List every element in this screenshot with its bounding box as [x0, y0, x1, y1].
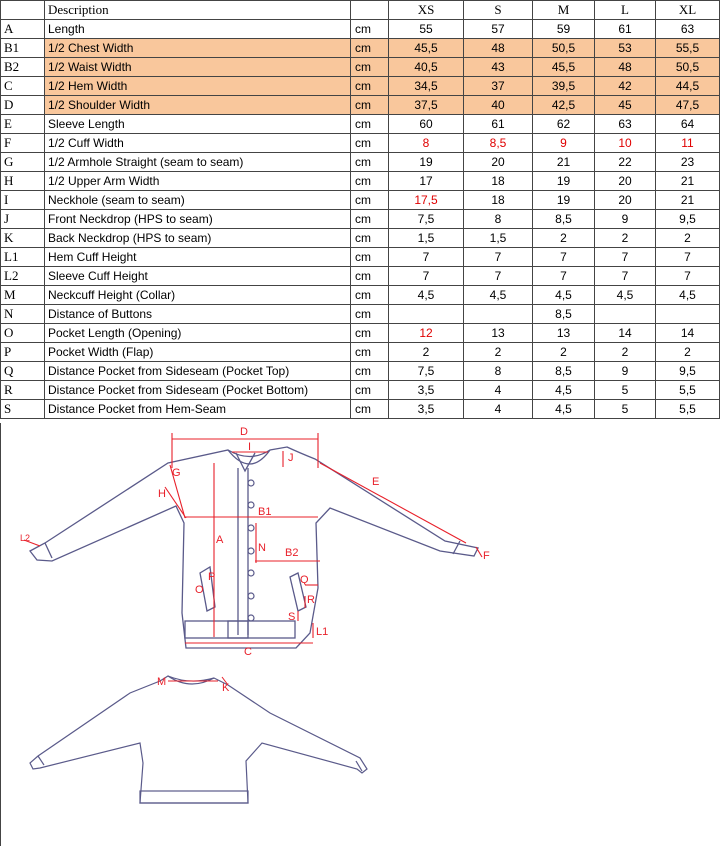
row-value-s: 48	[464, 39, 533, 58]
label-K: K	[222, 682, 230, 694]
row-code-cell: N	[1, 305, 45, 324]
label-R: R	[307, 594, 315, 606]
header-size-xs: XS	[389, 1, 464, 20]
row-value-xs: 3,5	[389, 381, 464, 400]
row-value-xl: 4,5	[656, 286, 720, 305]
label-Q: Q	[300, 574, 309, 586]
row-value-l: 5	[595, 400, 656, 419]
row-value-m: 13	[533, 324, 595, 343]
row-value-xs: 37,5	[389, 96, 464, 115]
row-description-cell: Pocket Width (Flap)	[45, 343, 351, 362]
row-value-m: 8,5	[533, 362, 595, 381]
row-description-cell: Distance Pocket from Sideseam (Pocket Bottom)	[45, 381, 351, 400]
table-row	[1, 400, 720, 419]
row-unit-cell: cm	[351, 153, 389, 172]
label-H: H	[158, 488, 166, 500]
row-description-cell: 1/2 Shoulder Width	[45, 96, 351, 115]
row-code-cell: B2	[1, 58, 45, 77]
header-size-xl: XL	[656, 1, 720, 20]
row-value-xs: 2	[389, 343, 464, 362]
row-value-s	[464, 305, 533, 324]
row-description-cell: Neckcuff Height (Collar)	[45, 286, 351, 305]
row-unit-cell: cm	[351, 286, 389, 305]
row-unit-cell: cm	[351, 305, 389, 324]
row-code-cell: A	[1, 20, 45, 39]
row-code-cell: L1	[1, 248, 45, 267]
row-description-cell: Hem Cuff Height	[45, 248, 351, 267]
row-value-l: 4,5	[595, 286, 656, 305]
row-unit-cell: cm	[351, 191, 389, 210]
row-value-s: 61	[464, 115, 533, 134]
table-row	[1, 77, 720, 96]
row-value-xs: 34,5	[389, 77, 464, 96]
row-description-cell: 1/2 Cuff Width	[45, 134, 351, 153]
row-description-cell: Sleeve Length	[45, 115, 351, 134]
row-value-xl: 14	[656, 324, 720, 343]
row-value-xs: 17	[389, 172, 464, 191]
row-value-xl: 44,5	[656, 77, 720, 96]
row-value-s: 57	[464, 20, 533, 39]
label-I: I	[248, 441, 252, 453]
row-code-cell: B1	[1, 39, 45, 58]
row-value-xl: 2	[656, 229, 720, 248]
row-code-cell: R	[1, 381, 45, 400]
row-value-s: 2	[464, 343, 533, 362]
row-value-s: 8	[464, 210, 533, 229]
row-code-cell: I	[1, 191, 45, 210]
row-value-l: 45	[595, 96, 656, 115]
row-value-xl: 7	[656, 267, 720, 286]
row-value-l: 53	[595, 39, 656, 58]
row-value-m: 45,5	[533, 58, 595, 77]
table-row	[1, 153, 720, 172]
row-unit-cell: cm	[351, 20, 389, 39]
row-value-xs: 7	[389, 267, 464, 286]
row-value-m: 42,5	[533, 96, 595, 115]
table-row	[1, 343, 720, 362]
row-unit-cell: cm	[351, 400, 389, 419]
row-value-xl: 5,5	[656, 381, 720, 400]
row-description-cell: 1/2 Hem Width	[45, 77, 351, 96]
row-unit-cell: cm	[351, 210, 389, 229]
row-value-l: 7	[595, 248, 656, 267]
header-description-cell: Description	[45, 1, 351, 20]
table-row	[1, 381, 720, 400]
row-value-m: 9	[533, 134, 595, 153]
row-value-l: 42	[595, 77, 656, 96]
row-value-l: 5	[595, 381, 656, 400]
row-unit-cell: cm	[351, 96, 389, 115]
table-row	[1, 210, 720, 229]
row-value-xs: 12	[389, 324, 464, 343]
table-row	[1, 229, 720, 248]
row-description-cell: Sleeve Cuff Height	[45, 267, 351, 286]
label-F: F	[483, 550, 490, 562]
row-description-cell: Distance Pocket from Hem-Seam	[45, 400, 351, 419]
row-value-xs: 7	[389, 248, 464, 267]
row-description-cell: Pocket Length (Opening)	[45, 324, 351, 343]
row-code-cell: O	[1, 324, 45, 343]
row-code-cell: P	[1, 343, 45, 362]
row-value-l: 7	[595, 267, 656, 286]
table-row	[1, 324, 720, 343]
row-unit-cell: cm	[351, 172, 389, 191]
row-description-cell: Length	[45, 20, 351, 39]
row-value-l: 9	[595, 210, 656, 229]
row-description-cell: Neckhole (seam to seam)	[45, 191, 351, 210]
label-J: J	[288, 452, 294, 464]
row-value-xs: 3,5	[389, 400, 464, 419]
row-code-cell: L2	[1, 267, 45, 286]
row-unit-cell: cm	[351, 229, 389, 248]
header-size-m: M	[533, 1, 595, 20]
row-value-xl: 21	[656, 191, 720, 210]
row-value-xl: 55,5	[656, 39, 720, 58]
row-value-xs: 19	[389, 153, 464, 172]
table-row	[1, 96, 720, 115]
table-row	[1, 115, 720, 134]
row-value-m: 50,5	[533, 39, 595, 58]
row-value-s: 13	[464, 324, 533, 343]
row-code-cell: M	[1, 286, 45, 305]
row-description-cell: Front Neckdrop (HPS to seam)	[45, 210, 351, 229]
table-row	[1, 248, 720, 267]
row-code-cell: J	[1, 210, 45, 229]
row-value-m: 59	[533, 20, 595, 39]
row-value-xl: 63	[656, 20, 720, 39]
row-value-xs: 60	[389, 115, 464, 134]
row-value-s: 4	[464, 400, 533, 419]
table-row	[1, 39, 720, 58]
row-value-l: 61	[595, 20, 656, 39]
row-value-l: 48	[595, 58, 656, 77]
row-value-m: 4,5	[533, 381, 595, 400]
row-value-l	[595, 305, 656, 324]
row-value-xl: 47,5	[656, 96, 720, 115]
row-value-l: 2	[595, 343, 656, 362]
row-value-xl: 23	[656, 153, 720, 172]
row-unit-cell: cm	[351, 343, 389, 362]
row-value-xl: 50,5	[656, 58, 720, 77]
row-code-cell: Q	[1, 362, 45, 381]
front-buttons	[248, 480, 254, 621]
row-unit-cell: cm	[351, 362, 389, 381]
label-B1: B1	[258, 506, 272, 518]
label-D: D	[240, 426, 248, 438]
header-size-l: L	[595, 1, 656, 20]
row-description-cell: 1/2 Upper Arm Width	[45, 172, 351, 191]
label-E: E	[372, 476, 380, 488]
row-unit-cell: cm	[351, 267, 389, 286]
label-P: P	[208, 571, 216, 583]
row-value-xs: 55	[389, 20, 464, 39]
row-value-m: 19	[533, 172, 595, 191]
row-description-cell: 1/2 Chest Width	[45, 39, 351, 58]
row-value-s: 18	[464, 172, 533, 191]
row-value-xs: 40,5	[389, 58, 464, 77]
row-description-cell: 1/2 Armhole Straight (seam to seam)	[45, 153, 351, 172]
row-value-xs: 7,5	[389, 362, 464, 381]
row-value-s: 18	[464, 191, 533, 210]
row-description-cell: 1/2 Waist Width	[45, 58, 351, 77]
row-value-s: 8	[464, 362, 533, 381]
row-value-xl: 21	[656, 172, 720, 191]
label-G: G	[172, 467, 181, 479]
row-value-m: 62	[533, 115, 595, 134]
row-value-xl: 9,5	[656, 210, 720, 229]
row-unit-cell: cm	[351, 77, 389, 96]
row-value-l: 2	[595, 229, 656, 248]
row-value-m: 4,5	[533, 400, 595, 419]
row-value-xs	[389, 305, 464, 324]
row-unit-cell: cm	[351, 58, 389, 77]
label-O: O	[195, 584, 204, 596]
table-row	[1, 20, 720, 39]
row-value-xl	[656, 305, 720, 324]
row-value-s: 4	[464, 381, 533, 400]
row-code-cell: E	[1, 115, 45, 134]
row-value-m: 2	[533, 343, 595, 362]
row-code-cell: G	[1, 153, 45, 172]
back-jacket-outline	[30, 676, 367, 803]
row-value-m: 19	[533, 191, 595, 210]
row-value-l: 10	[595, 134, 656, 153]
row-unit-cell: cm	[351, 134, 389, 153]
row-value-s: 40	[464, 96, 533, 115]
measurement-lines	[24, 433, 482, 643]
table-row	[1, 134, 720, 153]
row-value-l: 20	[595, 191, 656, 210]
table-row	[1, 305, 720, 324]
row-description-cell: Distance of Buttons	[45, 305, 351, 324]
table-row	[1, 362, 720, 381]
table-row	[1, 58, 720, 77]
row-value-xl: 7	[656, 248, 720, 267]
row-unit-cell: cm	[351, 324, 389, 343]
row-value-m: 7	[533, 248, 595, 267]
row-value-xs: 7,5	[389, 210, 464, 229]
row-code-cell: F	[1, 134, 45, 153]
row-value-l: 22	[595, 153, 656, 172]
row-value-xl: 64	[656, 115, 720, 134]
row-value-xs: 1,5	[389, 229, 464, 248]
row-value-m: 21	[533, 153, 595, 172]
row-value-xs: 4,5	[389, 286, 464, 305]
row-unit-cell: cm	[351, 39, 389, 58]
row-value-l: 20	[595, 172, 656, 191]
row-value-l: 14	[595, 324, 656, 343]
row-code-cell: D	[1, 96, 45, 115]
row-value-s: 8,5	[464, 134, 533, 153]
header-size-s: S	[464, 1, 533, 20]
table-row	[1, 191, 720, 210]
row-value-s: 37	[464, 77, 533, 96]
row-value-s: 7	[464, 267, 533, 286]
row-value-l: 9	[595, 362, 656, 381]
label-A: A	[216, 534, 224, 546]
header-unit-cell	[351, 1, 389, 20]
row-description-cell: Distance Pocket from Sideseam (Pocket Top)	[45, 362, 351, 381]
label-C: C	[244, 646, 252, 658]
row-value-xl: 5,5	[656, 400, 720, 419]
table-header-row	[1, 1, 720, 20]
table-row	[1, 172, 720, 191]
jacket-technical-sketch	[0, 423, 720, 847]
row-value-m: 7	[533, 267, 595, 286]
row-unit-cell: cm	[351, 248, 389, 267]
row-code-cell: K	[1, 229, 45, 248]
row-value-xs: 17,5	[389, 191, 464, 210]
row-value-s: 20	[464, 153, 533, 172]
row-value-m: 39,5	[533, 77, 595, 96]
table-row	[1, 286, 720, 305]
header-code-cell	[1, 1, 45, 20]
label-S: S	[288, 611, 296, 623]
row-value-s: 7	[464, 248, 533, 267]
row-value-s: 4,5	[464, 286, 533, 305]
label-M: M	[157, 676, 167, 688]
measurement-labels	[20, 426, 490, 694]
row-value-xl: 2	[656, 343, 720, 362]
row-unit-cell: cm	[351, 381, 389, 400]
row-value-m: 4,5	[533, 286, 595, 305]
row-code-cell: S	[1, 400, 45, 419]
row-value-s: 43	[464, 58, 533, 77]
row-value-m: 2	[533, 229, 595, 248]
label-N: N	[258, 542, 266, 554]
label-B2: B2	[285, 547, 299, 559]
row-value-s: 1,5	[464, 229, 533, 248]
row-description-cell: Back Neckdrop (HPS to seam)	[45, 229, 351, 248]
label-L2: L2	[20, 533, 31, 543]
row-code-cell: H	[1, 172, 45, 191]
row-unit-cell: cm	[351, 115, 389, 134]
row-value-m: 8,5	[533, 210, 595, 229]
size-spec-table	[0, 0, 720, 419]
row-value-m: 8,5	[533, 305, 595, 324]
row-value-l: 63	[595, 115, 656, 134]
row-value-xs: 8	[389, 134, 464, 153]
row-value-xl: 11	[656, 134, 720, 153]
row-value-xs: 45,5	[389, 39, 464, 58]
row-code-cell: C	[1, 77, 45, 96]
row-value-xl: 9,5	[656, 362, 720, 381]
label-L1: L1	[316, 626, 329, 638]
table-row	[1, 267, 720, 286]
